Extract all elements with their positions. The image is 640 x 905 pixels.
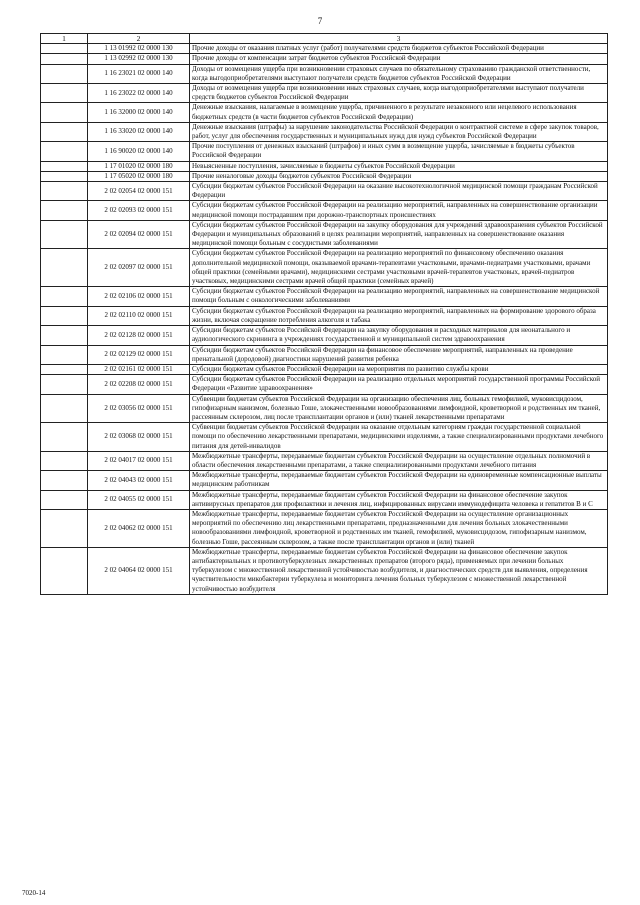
revenue-description-cell: Субсидии бюджетам субъектов Российской Федерации на реализацию отдельных мероприятий государственной программы Российской Федерации «Развитие здравоохранения» [190, 375, 608, 394]
row-empty-cell [41, 249, 88, 287]
revenue-code-cell: 2 02 02110 02 0000 151 [88, 306, 190, 325]
row-empty-cell [41, 509, 88, 547]
row-empty-cell [41, 182, 88, 201]
revenue-description-cell: Субсидии бюджетам субъектов Российской Федерации на закупку оборудования для учреждений здравоохранения субъектов Российской Федерации и муниципальных образований в целях реализации мероприятий, направленных на совершенствование оказания медицинской помощи больным с сосудистыми заболеваниями [190, 220, 608, 249]
revenue-code-cell: 2 02 02094 02 0000 151 [88, 220, 190, 249]
row-empty-cell [41, 142, 88, 161]
table-row [41, 326, 608, 345]
revenue-description-cell: Межбюджетные трансферты, передаваемые бюджетам субъектов Российской Федерации на осуществление организационных мероприятий по обеспечению лиц лекарственными препаратами, предназначенными для лечения больных злокачественными новообразованиями лимфоидной, кроветворной и родственных им тканей, гемофилией, муковисцидозом, гипофизарным нанизмом, болезнью Гоше, рассеянным склерозом, а также после трансплантации органов и (или) тканей [190, 509, 608, 547]
revenue-description-cell: Доходы от возмещения ущерба при возникновении страховых случаев по обязательному страхованию гражданской ответственности, когда выгодоприобретателями выступают получатели средств бюджетов субъектов Российской Федерации [190, 64, 608, 83]
row-empty-cell [41, 122, 88, 141]
row-empty-cell [41, 84, 88, 103]
table-row [41, 451, 608, 470]
table-row [41, 547, 608, 594]
revenue-description-cell: Субсидии бюджетам субъектов Российской Федерации на оказание высокотехнологичной медицинской помощи гражданам Российской Федерации [190, 182, 608, 201]
revenue-code-cell: 1 17 05020 02 0000 180 [88, 171, 190, 181]
table-row [41, 171, 608, 181]
table-row [41, 490, 608, 509]
row-empty-cell [41, 64, 88, 83]
row-empty-cell [41, 287, 88, 306]
revenue-code-cell: 2 02 04055 02 0000 151 [88, 490, 190, 509]
revenue-description-cell: Субсидии бюджетам субъектов Российской Федерации на финансовое обеспечение мероприятий, направленных на проведение пренатальной (дородовой) диагностики нарушений развития ребенка [190, 345, 608, 364]
table-row [41, 54, 608, 64]
revenue-code-cell: 2 02 02161 02 0000 151 [88, 364, 190, 374]
revenue-code-cell: 1 17 01020 02 0000 180 [88, 161, 190, 171]
row-empty-cell [41, 44, 88, 54]
revenue-description-cell: Субсидии бюджетам субъектов Российской Федерации на закупку оборудования и расходных материалов для неонатального и аудиологического скрининга в учреждениях государственной и муниципальной систем здравоохранения [190, 326, 608, 345]
revenue-description-cell: Субсидии бюджетам субъектов Российской Федерации на реализацию мероприятий, направленных на совершенствование медицинской помощи больным с онкологическими заболеваниями [190, 287, 608, 306]
revenue-description-cell: Прочие доходы от оказания платных услуг (работ) получателями средств бюджетов субъектов Российской Федерации [190, 44, 608, 54]
revenue-code-cell: 2 02 04043 02 0000 151 [88, 471, 190, 490]
revenue-code-cell: 2 02 02129 02 0000 151 [88, 345, 190, 364]
table-row [41, 394, 608, 423]
revenue-code-cell: 2 02 04064 02 0000 151 [88, 547, 190, 594]
row-empty-cell [41, 394, 88, 423]
revenue-description-cell: Межбюджетные трансферты, передаваемые бюджетам субъектов Российской Федерации на финансовое обеспечение закупок антивирусных препаратов для профилактики и лечения лиц, инфицированных вирусами иммунодефицита человека и гепатитов B и C [190, 490, 608, 509]
revenue-code-cell: 1 16 23021 02 0000 140 [88, 64, 190, 83]
row-empty-cell [41, 171, 88, 181]
row-empty-cell [41, 161, 88, 171]
revenue-code-cell: 2 02 03056 02 0000 151 [88, 394, 190, 423]
revenue-code-cell: 1 16 33020 02 0000 140 [88, 122, 190, 141]
revenue-code-cell: 2 02 02093 02 0000 151 [88, 201, 190, 220]
row-empty-cell [41, 547, 88, 594]
revenue-description-cell: Межбюджетные трансферты, передаваемые бюджетам субъектов Российской Федерации на финансовое обеспечение закупок антибактериальных и противотуберкулезных лекарственных препаратов (второго ряда), применяемых при лечении больных туберкулезом с множественной лекарственной устойчивостью возбудителя, и диагностических средств для выявления, определения чувствительности микобактерии туберкулеза и мониторинга лечения больных туберкулезом с множественной лекарственной устойчивостью возбудителя [190, 547, 608, 594]
row-empty-cell [41, 490, 88, 509]
table-row [41, 364, 608, 374]
row-empty-cell [41, 306, 88, 325]
table-row [41, 142, 608, 161]
document-footer-code: 7020-14 [22, 889, 46, 897]
revenue-description-cell: Межбюджетные трансферты, передаваемые бюджетам субъектов Российской Федерации на осуществление отдельных полномочий в области обеспечения лекарственными препаратами, а также специализированными продуктами лечебного питания [190, 451, 608, 470]
row-empty-cell [41, 423, 88, 452]
revenue-code-cell: 1 13 02992 02 0000 130 [88, 54, 190, 64]
row-empty-cell [41, 326, 88, 345]
table-row [41, 345, 608, 364]
revenue-code-cell: 2 02 02054 02 0000 151 [88, 182, 190, 201]
revenue-description-cell: Субвенции бюджетам субъектов Российской Федерации на организацию обеспечения лиц, больных гемофилией, муковисцидозом, гипофизарным нанизмом, болезнью Гоше, злокачественными новообразованиями лимфоидной, кроветворной и родственных им тканей, рассеянным склерозом, лиц после трансплантации органов и (или) тканей лекарственными препаратами [190, 394, 608, 423]
row-empty-cell [41, 103, 88, 122]
revenue-description-cell: Субсидии бюджетам субъектов Российской Федерации на реализацию мероприятий, направленных на формирование здорового образа жизни, включая сокращение потребления алкоголя и табака [190, 306, 608, 325]
table-row [41, 220, 608, 249]
revenue-code-cell: 1 16 32000 02 0000 140 [88, 103, 190, 122]
revenue-code-cell: 2 02 02128 02 0000 151 [88, 326, 190, 345]
table-row [41, 509, 608, 547]
revenue-description-cell: Межбюджетные трансферты, передаваемые бюджетам субъектов Российской Федерации на единовременные компенсационные выплаты медицинским работникам [190, 471, 608, 490]
revenue-code-cell: 2 02 02106 02 0000 151 [88, 287, 190, 306]
revenue-code-cell: 1 16 90020 02 0000 140 [88, 142, 190, 161]
table-row [41, 84, 608, 103]
table-row [41, 249, 608, 287]
table-row [41, 375, 608, 394]
column-header: 3 [190, 34, 608, 44]
table-row [41, 161, 608, 171]
table-row [41, 44, 608, 54]
row-empty-cell [41, 471, 88, 490]
budget-classification-table [40, 33, 608, 595]
revenue-description-cell: Прочие поступления от денежных взысканий (штрафов) и иных сумм в возмещение ущерба, зачисляемые в бюджеты субъектов Российской Федерации [190, 142, 608, 161]
revenue-code-cell: 2 02 03068 02 0000 151 [88, 423, 190, 452]
row-empty-cell [41, 54, 88, 64]
revenue-code-cell: 2 02 02208 02 0000 151 [88, 375, 190, 394]
row-empty-cell [41, 364, 88, 374]
revenue-description-cell: Денежные взыскания (штрафы) за нарушение законодательства Российской Федерации о контрактной системе в сфере закупок товаров, работ, услуг для обеспечения государственных и муниципальных нужд для нужд субъектов Российской Федерации [190, 122, 608, 141]
row-empty-cell [41, 201, 88, 220]
revenue-description-cell: Субсидии бюджетам субъектов Российской Федерации на реализацию мероприятий, направленных на совершенствование организации медицинской помощи пострадавшим при дорожно-транспортных происшествиях [190, 201, 608, 220]
table-row [41, 423, 608, 452]
column-header: 1 [41, 34, 88, 44]
table-row [41, 201, 608, 220]
revenue-description-cell: Субвенции бюджетам субъектов Российской Федерации на оказание отдельным категориям граждан государственной социальной помощи по обеспечению лекарственными препаратами, медицинскими изделиями, а также специализированными продуктами лечебного питания для детей-инвалидов [190, 423, 608, 452]
column-header: 2 [88, 34, 190, 44]
row-empty-cell [41, 220, 88, 249]
page-number: 7 [317, 16, 323, 26]
table-row [41, 306, 608, 325]
revenue-code-cell: 2 02 02097 02 0000 151 [88, 249, 190, 287]
revenue-code-cell: 2 02 04017 02 0000 151 [88, 451, 190, 470]
revenue-description-cell: Прочие неналоговые доходы бюджетов субъектов Российской Федерации [190, 171, 608, 181]
table-row [41, 122, 608, 141]
row-empty-cell [41, 451, 88, 470]
revenue-code-cell: 2 02 04062 02 0000 151 [88, 509, 190, 547]
table-row [41, 103, 608, 122]
table-row [41, 287, 608, 306]
row-empty-cell [41, 375, 88, 394]
revenue-description-cell: Денежные взыскания, налагаемые в возмещение ущерба, причиненного в результате незаконного или нецелевого использования бюджетных средств (в части бюджетов субъектов Российской Федерации) [190, 103, 608, 122]
table-row [41, 182, 608, 201]
table-row [41, 471, 608, 490]
table-header-row [41, 34, 608, 44]
revenue-description-cell: Субсидии бюджетам субъектов Российской Федерации на реализацию мероприятий по финансовому обеспечению оказания дополнительной медицинской помощи, оказываемой врачами-терапевтами участковыми, врачами-педиатрами участковыми, врачами общей практики (семейными врачами), медицинскими сестрами участковыми врачей-терапевтов участковых, врачей-педиатров участковых, медицинскими сестрами врачей общей практики (семейных врачей) [190, 249, 608, 287]
revenue-description-cell: Невыясненные поступления, зачисляемые в бюджеты субъектов Российской Федерации [190, 161, 608, 171]
table-row [41, 64, 608, 83]
revenue-description-cell: Субсидии бюджетам субъектов Российской Федерации на мероприятия по развитию службы крови [190, 364, 608, 374]
revenue-description-cell: Прочие доходы от компенсации затрат бюджетов субъектов Российской Федерации [190, 54, 608, 64]
revenue-code-cell: 1 16 23022 02 0000 140 [88, 84, 190, 103]
row-empty-cell [41, 345, 88, 364]
revenue-code-cell: 1 13 01992 02 0000 130 [88, 44, 190, 54]
revenue-description-cell: Доходы от возмещения ущерба при возникновении иных страховых случаев, когда выгодоприобретателями выступают получатели средств бюджетов субъектов Российской Федерации [190, 84, 608, 103]
